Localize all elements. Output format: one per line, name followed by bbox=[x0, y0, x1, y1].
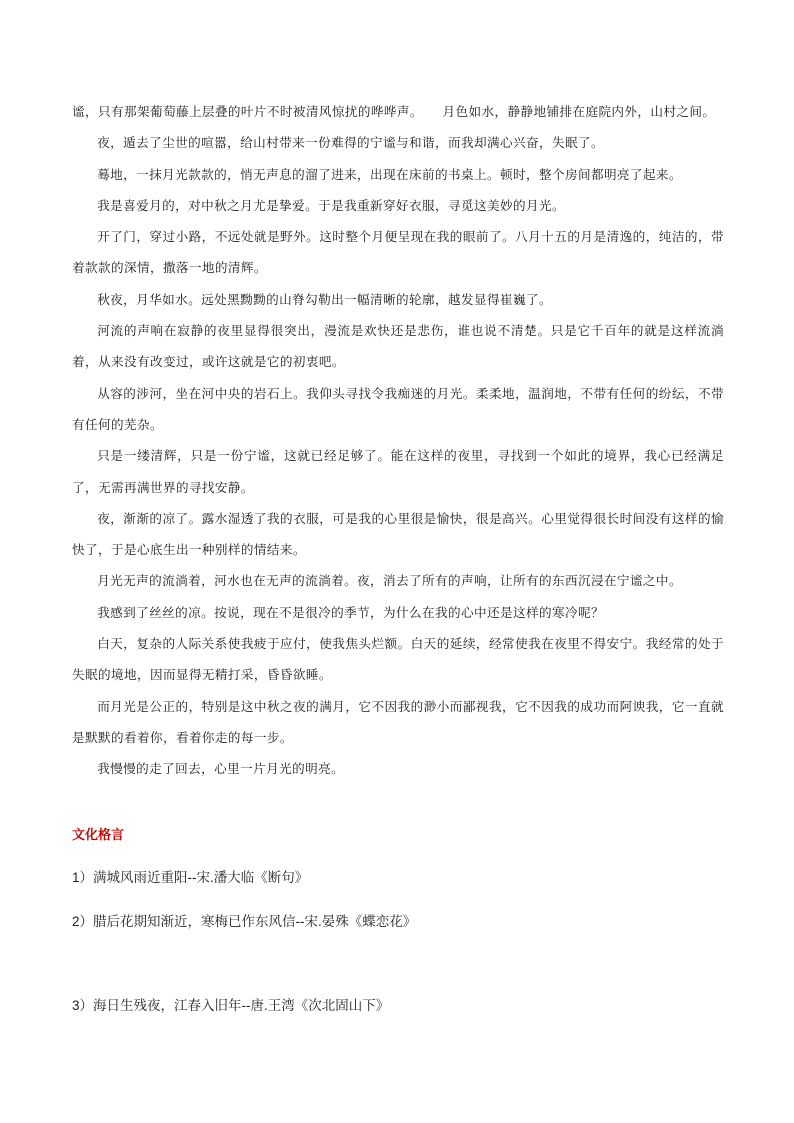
essay-paragraph: 夜，遁去了尘世的喧嚣，给山村带来一份难得的宁谧与和谐，而我却满心兴奋，失眠了。 bbox=[97, 135, 604, 151]
quote-item: 2）腊后花期知渐近，寒梅已作东风信--宋.晏殊《蝶恋花》 bbox=[72, 914, 417, 929]
essay-paragraph: 从容的涉河，坐在河中央的岩石上。我仰头寻找令我痴迷的月光。柔柔地，温润地，不带有任何的纷纭，不带有任何的芜杂。 bbox=[72, 385, 724, 432]
essay-paragraph: 秋夜，月华如水。远处黑黝黝的山脊勾勒出一幅清晰的轮廓，越发显得崔巍了。 bbox=[97, 291, 552, 307]
essay-paragraph: 我感到了丝丝的凉。按说，现在不是很冷的季节，为什么在我的心中还是这样的寒冷呢？ bbox=[97, 604, 604, 620]
essay-paragraph: 只是一缕清辉，只是一份宁谧，这就已经足够了。能在这样的夜里，寻找到一个如此的境界，我心已经满足了，无需再满世界的寻找安静。 bbox=[72, 448, 724, 495]
essay-paragraph: 我是喜爱月的，对中秋之月尤是挚爱。于是我重新穿好衣服，寻觅这美妙的月光。 bbox=[97, 197, 565, 213]
essay-paragraph: 我慢慢的走了回去，心里一片月光的明亮。 bbox=[97, 761, 345, 777]
essay-paragraph: 白天，复杂的人际关系使我疲于应付，使我焦头烂额。白天的延续，经常使我在夜里不得安宁。我经常的处于失眠的境地，因而显得无精打采，昏昏欲睡。 bbox=[72, 636, 724, 683]
essay-paragraph: 蓦地，一抹月光款款的，悄无声息的溜了进来，出现在床前的书桌上。顿时，整个房间都明亮了起来。 bbox=[97, 166, 682, 182]
essay-paragraph: 河流的声响在寂静的夜里显得很突出，漫流是欢快还是悲伤，谁也说不清楚。只是它千百年的就是这样流淌着，从来没有改变过，或许这就是它的初衷吧。 bbox=[72, 323, 724, 370]
essay-paragraph: 开了门，穿过小路，不远处就是野外。这时整个月便呈现在我的眼前了。八月十五的月是清逸的，纯洁的，带着款款的深情，撒落一地的清辉。 bbox=[72, 229, 724, 276]
essay-body bbox=[72, 96, 724, 785]
essay-paragraph: 夜，渐渐的凉了。露水湿透了我的衣服，可是我的心里很是愉快，很是高兴。心里觉得很长时间没有这样的愉快了，于是心底生出一种别样的情结来。 bbox=[72, 510, 724, 558]
essay-paragraph: 而月光是公正的，特别是这中秋之夜的满月，它不因我的渺小而鄙视我，它不因我的成功而阿谀我，它一直就是默默的看着你，看着你走的每一步。 bbox=[72, 698, 724, 745]
quote-item: 3）海日生残夜，江春入旧年--唐.王湾《次北固山下》 bbox=[72, 998, 390, 1013]
section-heading: 文化格言 bbox=[72, 827, 125, 842]
quote-item: 1）满城风雨近重阳--宋.潘大临《断句》 bbox=[72, 870, 309, 885]
essay-paragraph: 月光无声的流淌着，河水也在无声的流淌着。夜，消去了所有的声响，让所有的东西沉浸在宁谧之中。 bbox=[97, 573, 682, 589]
essay-paragraph: 谧，只有那架葡萄藤上层叠的叶片不时被清风惊扰的哗哗声。 月色如水，静静地铺排在庭院内外，山村之间。 bbox=[72, 104, 716, 119]
